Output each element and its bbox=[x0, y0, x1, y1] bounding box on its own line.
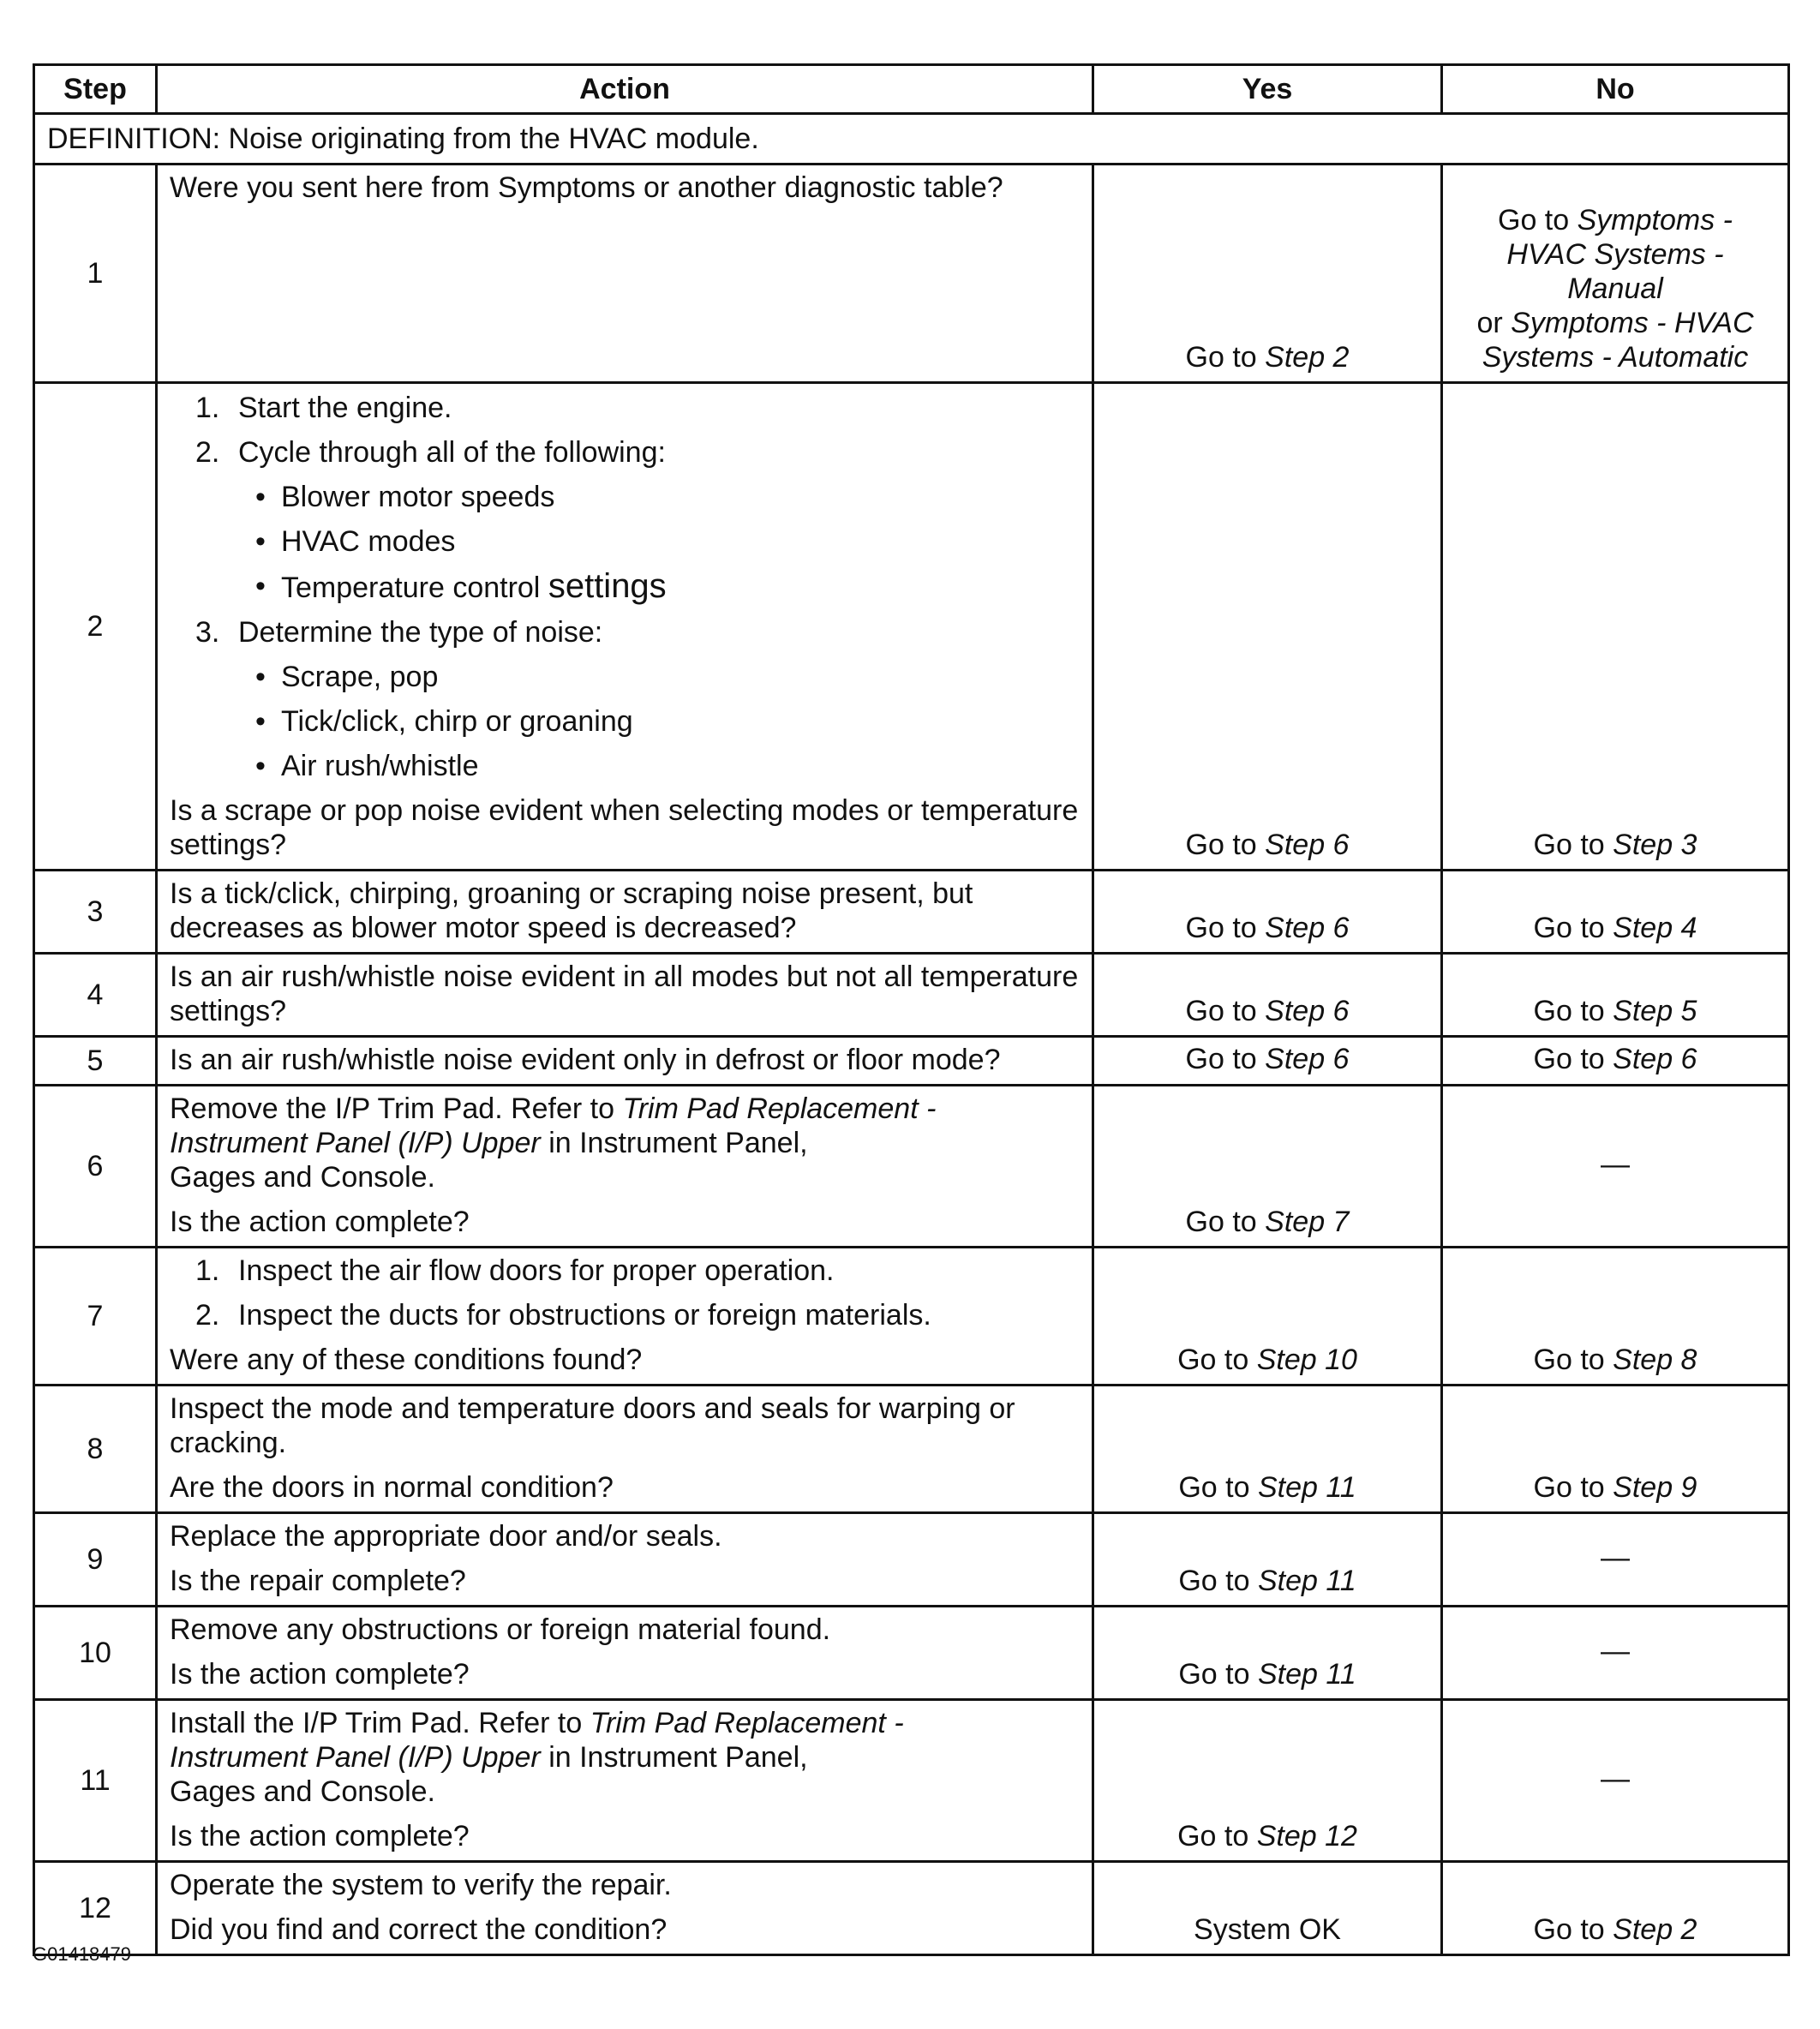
action-cell bbox=[157, 1607, 1093, 1700]
step-link[interactable]: Step 5 bbox=[1613, 995, 1697, 1027]
yes-cell: Go to Step 11 bbox=[1093, 1386, 1442, 1513]
step-link[interactable]: Step 7 bbox=[1265, 1206, 1350, 1238]
step-link[interactable]: Step 6 bbox=[1613, 1043, 1697, 1075]
action-cell bbox=[157, 165, 1093, 383]
step-number: 4 bbox=[34, 954, 157, 1037]
yes-cell: Go to Step 10 bbox=[1093, 1248, 1442, 1386]
question-text: Is an air rush/whistle noise evident in all modes but not all temperature settings? bbox=[170, 961, 1079, 1027]
step-link[interactable]: Step 10 bbox=[1256, 1344, 1357, 1376]
question-text: Is the action complete? bbox=[170, 1206, 470, 1238]
no-cell: Go to Step 9 bbox=[1442, 1386, 1789, 1513]
no-cell: Go to Step 3 bbox=[1442, 383, 1789, 871]
header-action: Action bbox=[157, 65, 1093, 114]
reference-link-part[interactable]: Instrument Panel (I/P) Upper bbox=[170, 1741, 541, 1774]
no-cell-dash: — bbox=[1442, 1700, 1789, 1862]
definition-text: DEFINITION: Noise originating from the HVAC module. bbox=[34, 114, 1789, 165]
action-cell bbox=[157, 1037, 1093, 1086]
symptoms-link[interactable]: Symptoms - HVAC bbox=[1511, 307, 1754, 339]
header-no: No bbox=[1442, 65, 1789, 114]
bullet-item: • Tick/click, chirp or groaning bbox=[255, 705, 633, 738]
no-cell bbox=[1442, 165, 1789, 383]
step-link[interactable]: Step 2 bbox=[1613, 1913, 1697, 1946]
step-number: 5 bbox=[34, 1037, 157, 1086]
step-number: 9 bbox=[34, 1513, 157, 1607]
header-row bbox=[34, 65, 1789, 114]
yes-cell: Go to Step 6 bbox=[1093, 1037, 1442, 1086]
question-text: Is a scrape or pop noise evident when selecting modes or temperature settings? bbox=[170, 794, 1079, 861]
yes-cell: Go to Step 11 bbox=[1093, 1513, 1442, 1607]
diagnostic-table-container bbox=[33, 63, 1787, 1956]
table-row bbox=[34, 1037, 1789, 1086]
step-link[interactable]: Step 6 bbox=[1265, 829, 1350, 861]
list-item: 3. Determine the type of noise: bbox=[195, 616, 603, 649]
action-cell bbox=[157, 1386, 1093, 1513]
no-cell: Go to Step 4 bbox=[1442, 871, 1789, 954]
question-text: Were you sent here from Symptoms or another diagnostic table? bbox=[170, 171, 1003, 204]
action-cell bbox=[157, 1086, 1093, 1248]
action-cell bbox=[157, 1248, 1093, 1386]
list-item: 2. Cycle through all of the following: bbox=[195, 436, 666, 469]
action-cell bbox=[157, 954, 1093, 1037]
symptoms-link-part[interactable]: Manual bbox=[1567, 272, 1663, 305]
step-number: 6 bbox=[34, 1086, 157, 1248]
step-link[interactable]: Step 6 bbox=[1265, 912, 1350, 944]
symptoms-link-part[interactable]: HVAC Systems - bbox=[1506, 238, 1724, 271]
go-to-label: Go to bbox=[1185, 341, 1257, 374]
instruction-text: Operate the system to verify the repair. bbox=[170, 1869, 672, 1901]
yes-cell: Go to Step 12 bbox=[1093, 1700, 1442, 1862]
action-cell bbox=[157, 383, 1093, 871]
step-link[interactable]: Step 11 bbox=[1257, 1658, 1356, 1691]
diagnostic-table bbox=[33, 63, 1790, 1956]
yes-cell: Go to Step 7 bbox=[1093, 1086, 1442, 1248]
step-number: 1 bbox=[34, 165, 157, 383]
table-row bbox=[34, 1386, 1789, 1513]
table-row bbox=[34, 1607, 1789, 1700]
question-text: Did you find and correct the condition? bbox=[170, 1913, 668, 1946]
no-cell-dash: — bbox=[1442, 1513, 1789, 1607]
step-number: 7 bbox=[34, 1248, 157, 1386]
step-number: 10 bbox=[34, 1607, 157, 1700]
question-text: Is the action complete? bbox=[170, 1658, 470, 1691]
symptoms-link[interactable]: Symptoms - bbox=[1577, 204, 1733, 236]
go-to-label: Go to bbox=[1498, 204, 1570, 236]
reference-link[interactable]: Trim Pad Replacement - bbox=[590, 1707, 904, 1739]
step-link[interactable]: Step 6 bbox=[1265, 1043, 1350, 1075]
table-row bbox=[34, 1086, 1789, 1248]
no-cell: Go to Step 6 bbox=[1442, 1037, 1789, 1086]
yes-cell: Go to Step 6 bbox=[1093, 383, 1442, 871]
step-number: 11 bbox=[34, 1700, 157, 1862]
step-link[interactable]: Step 11 bbox=[1257, 1565, 1356, 1597]
step-link[interactable]: Step 12 bbox=[1256, 1820, 1357, 1852]
header-yes: Yes bbox=[1093, 65, 1442, 114]
list-item: 2. Inspect the ducts for obstructions or foreign materials. bbox=[195, 1299, 931, 1332]
instruction-text: Remove the I/P Trim Pad. Refer to Trim Pad Replacement - Instrument Panel (I/P) Upper in Instrument Panel, Gages and Console. bbox=[170, 1092, 937, 1194]
table-row bbox=[34, 954, 1789, 1037]
definition-row bbox=[34, 114, 1789, 165]
bullet-item: • Scrape, pop bbox=[255, 661, 439, 693]
step-link[interactable]: Step 2 bbox=[1265, 341, 1350, 374]
step-link[interactable]: Step 6 bbox=[1265, 995, 1350, 1027]
yes-cell: Go to Step 11 bbox=[1093, 1607, 1442, 1700]
figure-id: G01418479 bbox=[33, 1943, 131, 1965]
question-text: Is an air rush/whistle noise evident only in defrost or floor mode? bbox=[170, 1044, 1001, 1076]
yes-cell: Go to Step 6 bbox=[1093, 954, 1442, 1037]
table-row bbox=[34, 1700, 1789, 1862]
question-text: Is the repair complete? bbox=[170, 1565, 466, 1597]
table-row bbox=[34, 383, 1789, 871]
list-item: 1. Start the engine. bbox=[195, 392, 452, 424]
no-cell: Go to Step 8 bbox=[1442, 1248, 1789, 1386]
table-row bbox=[34, 1248, 1789, 1386]
or-text: or bbox=[1476, 307, 1503, 339]
action-cell bbox=[157, 1862, 1093, 1955]
step-number: 3 bbox=[34, 871, 157, 954]
question-text: Are the doors in normal condition? bbox=[170, 1471, 614, 1504]
instruction-text: Install the I/P Trim Pad. Refer to Trim Pad Replacement - Instrument Panel (I/P) Upper in Instrument Panel, Gages and Console. bbox=[170, 1707, 904, 1808]
step-link[interactable]: Step 9 bbox=[1613, 1471, 1697, 1504]
yes-cell bbox=[1093, 165, 1442, 383]
table-row bbox=[34, 165, 1789, 383]
step-number: 8 bbox=[34, 1386, 157, 1513]
action-cell bbox=[157, 1513, 1093, 1607]
no-cell: Go to Step 2 bbox=[1442, 1862, 1789, 1955]
action-cell bbox=[157, 1700, 1093, 1862]
no-cell: Go to Step 5 bbox=[1442, 954, 1789, 1037]
bullet-item: • Temperature control settings bbox=[255, 567, 667, 605]
bullet-item: • Air rush/whistle bbox=[255, 750, 479, 782]
yes-cell: Go to Step 6 bbox=[1093, 871, 1442, 954]
symptoms-link-part[interactable]: Systems - Automatic bbox=[1482, 341, 1749, 374]
question-text: Is the action complete? bbox=[170, 1820, 470, 1852]
action-cell bbox=[157, 871, 1093, 954]
header-step: Step bbox=[34, 65, 157, 114]
table-row bbox=[34, 1862, 1789, 1955]
bullet-item: • HVAC modes bbox=[255, 525, 456, 558]
reference-link-part[interactable]: Instrument Panel (I/P) Upper bbox=[170, 1127, 541, 1159]
list-item: 1. Inspect the air flow doors for proper operation. bbox=[195, 1254, 835, 1287]
yes-cell: System OK bbox=[1093, 1862, 1442, 1955]
no-cell-dash: — bbox=[1442, 1086, 1789, 1248]
step-link[interactable]: Step 11 bbox=[1257, 1471, 1356, 1504]
no-cell-dash: — bbox=[1442, 1607, 1789, 1700]
table-row bbox=[34, 871, 1789, 954]
step-link[interactable]: Step 3 bbox=[1613, 829, 1697, 861]
instruction-text: Replace the appropriate door and/or seals. bbox=[170, 1520, 722, 1553]
instruction-text: Remove any obstructions or foreign material found. bbox=[170, 1613, 831, 1646]
bullet-item: • Blower motor speeds bbox=[255, 481, 555, 513]
table-row bbox=[34, 1513, 1789, 1607]
step-number: 12 bbox=[34, 1862, 157, 1955]
step-link[interactable]: Step 4 bbox=[1613, 912, 1697, 944]
step-link[interactable]: Step 8 bbox=[1613, 1344, 1697, 1376]
reference-link[interactable]: Trim Pad Replacement - bbox=[622, 1092, 937, 1125]
question-text: Were any of these conditions found? bbox=[170, 1344, 643, 1376]
step-number: 2 bbox=[34, 383, 157, 871]
question-text: Is a tick/click, chirping, groaning or scraping noise present, but decreases as blower motor speed is decreased? bbox=[170, 877, 973, 944]
instruction-text: Inspect the mode and temperature doors and seals for warping or cracking. bbox=[170, 1392, 1015, 1459]
